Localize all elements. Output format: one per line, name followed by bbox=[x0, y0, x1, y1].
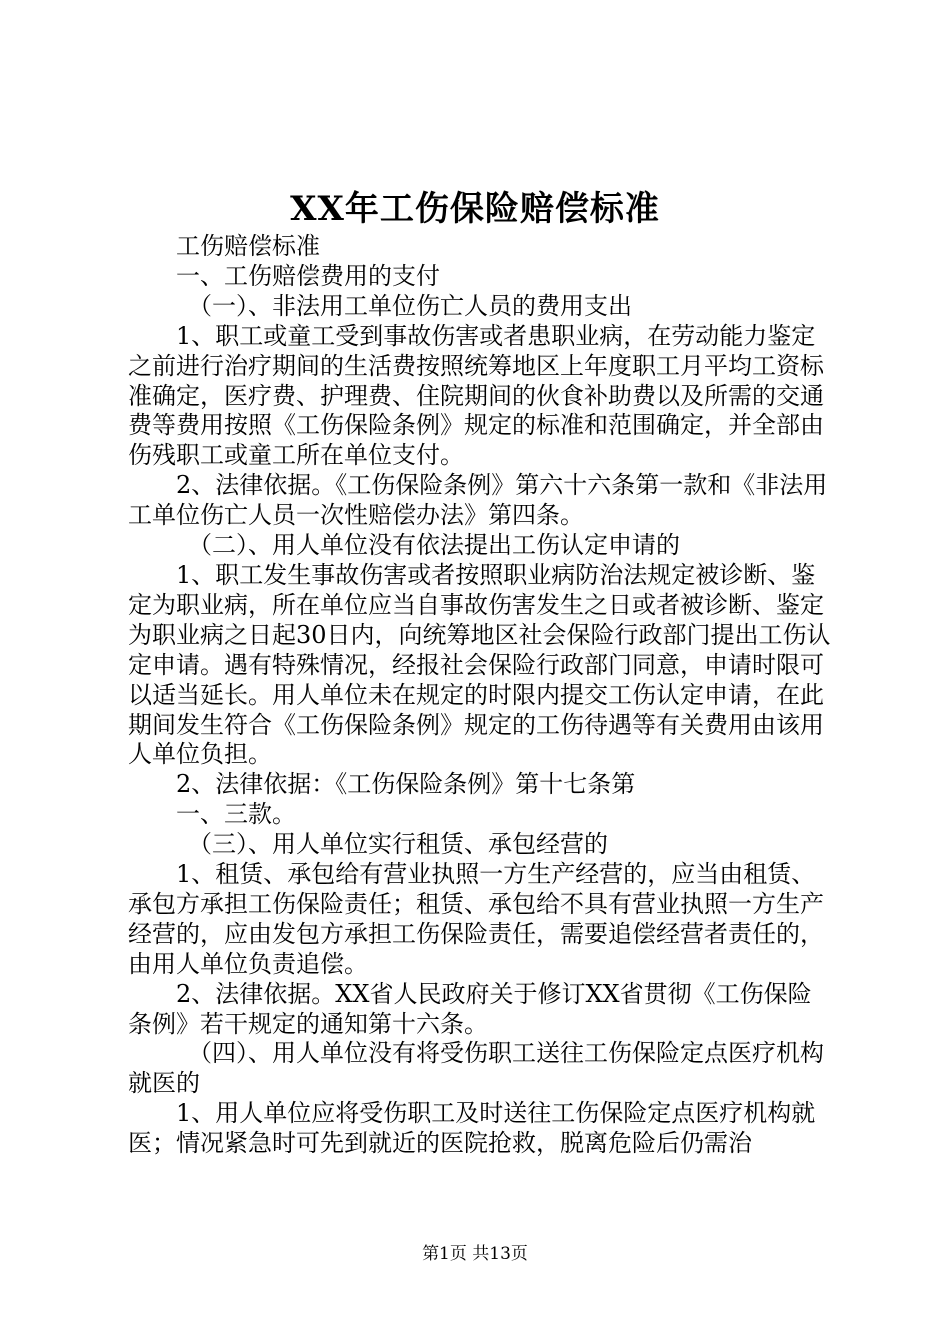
paragraph: （一）、非法用工单位伤亡人员的费用支出 bbox=[188, 291, 632, 320]
paragraph: 2、法律依据。《工伤保险条例》第六十六条第一款和《非法用工单位伤亡人员一次性赔偿办法》第四条。 bbox=[128, 471, 828, 530]
paragraph: 1、职工或童工受到事故伤害或者患职业病，在劳动能力鉴定之前进行治疗期间的生活费按照统筹地区上年度职工月平均工资标准确定，医疗费、护理费、住院期间的伙食补助费以及所需的交通费等费用按照《工伤保险条例》规定的标准和范围确定，并全部由伤残职工或童工所在单位支付。 bbox=[128, 321, 824, 470]
paragraph: 2、法律依据。XX省人民政府关于修订XX省贯彻《工伤保险条例》若干规定的通知第十六条。 bbox=[128, 979, 812, 1038]
document-body bbox=[128, 232, 834, 1159]
paragraph: 一、工伤赔偿费用的支付 bbox=[176, 261, 440, 290]
paragraph: （二）、用人单位没有依法提出工伤认定申请的 bbox=[188, 531, 680, 560]
paragraph: （四）、用人单位没有将受伤职工送往工伤保险定点医疗机构就医的 bbox=[128, 1039, 824, 1098]
paragraph: 一、三款。 bbox=[176, 800, 296, 829]
document-title: XX年工伤保险赔偿标准 bbox=[290, 189, 660, 229]
page-footer: 第1页 共13页 bbox=[422, 1244, 528, 1264]
paragraph: 工伤赔偿标准 bbox=[176, 232, 320, 260]
paragraph: 2、法律依据：《工伤保险条例》第十七条第 bbox=[176, 770, 636, 799]
paragraph: 1、租赁、承包给有营业执照一方生产经营的，应当由租赁、承包方承担工伤保险责任；租赁、承包给不具有营业执照一方生产经营的，应由发包方承担工伤保险责任，需要追偿经营者责任的，由用人单位负责追偿。 bbox=[128, 860, 824, 978]
paragraph: 1、用人单位应将受伤职工及时送往工伤保险定点医疗机构就医；情况紧急时可先到就近的医院抢救，脱离危险后仍需治 bbox=[128, 1099, 816, 1158]
paragraph: （三）、用人单位实行租赁、承包经营的 bbox=[188, 830, 608, 859]
paragraph: 1、职工发生事故伤害或者按照职业病防治法规定被诊断、鉴定为职业病，所在单位应当自事故伤害发生之日或者被诊断、鉴定为职业病之日起30日内，向统筹地区社会保险行政部门提出工伤认定申请。遇有特殊情况，经报社会保险行政部门同意，申请时限可以适当延长。用人单位未在规定的时限内提交工伤认定申请，在此期间发生符合《工伤保险条例》规定的工伤待遇等有关费用由该用人单位负担。 bbox=[128, 560, 831, 769]
